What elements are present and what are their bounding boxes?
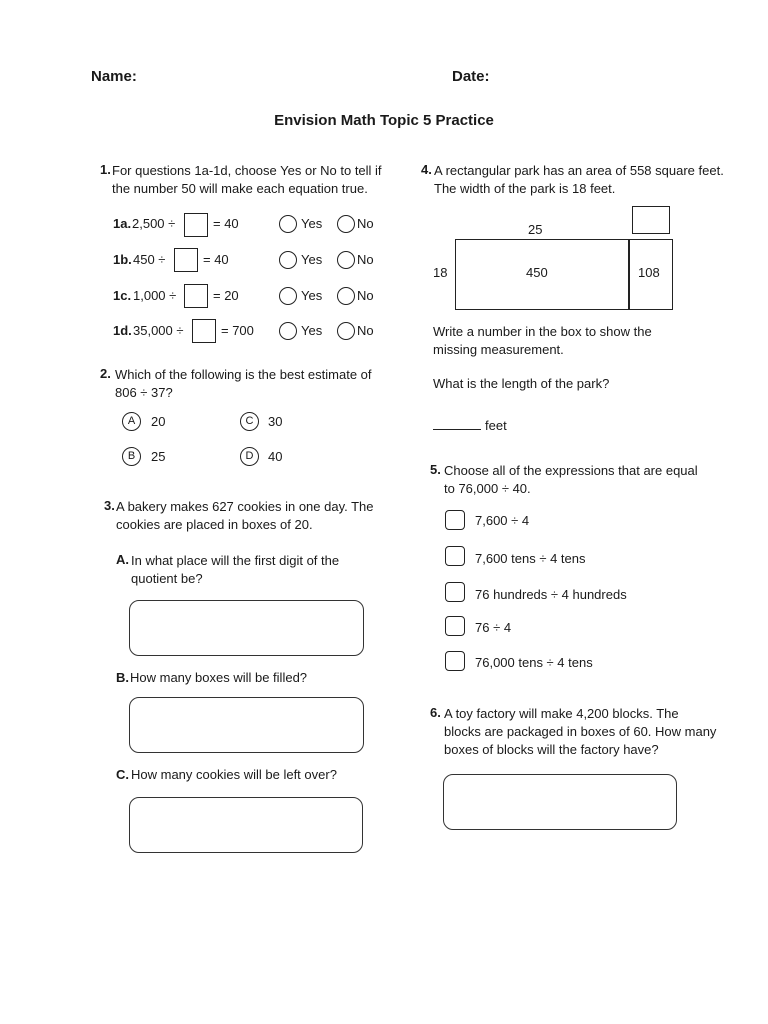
- q6-number: 6.: [430, 705, 441, 720]
- q1c-yes-radio[interactable]: [279, 287, 297, 305]
- q1a-yes-radio[interactable]: [279, 215, 297, 233]
- q4-prompt: A rectangular park has an area of 558 square feet. The width of the park is 18 feet.: [434, 163, 724, 196]
- q1d-left: 35,000 ÷: [133, 323, 184, 338]
- q1a-label: 1a.: [113, 216, 132, 231]
- q3c-answer-box[interactable]: [129, 797, 363, 853]
- q1c-yes-label: Yes: [301, 288, 323, 303]
- q1-prompt: For questions 1a-1d, choose Yes or No to tell if the number 50 will make each equation true.: [112, 163, 382, 196]
- q5-option-2-label: 7,600 tens ÷ 4 tens: [475, 551, 586, 566]
- park-side-label: 18: [433, 265, 448, 280]
- q5-option-5-checkbox[interactable]: [445, 651, 465, 671]
- park-top-label: 25: [528, 222, 543, 237]
- q3a-answer-box[interactable]: [129, 600, 364, 656]
- q6-answer-box[interactable]: [443, 774, 677, 830]
- park-right-area: 108: [638, 265, 660, 280]
- q3b-answer-box[interactable]: [129, 697, 364, 753]
- q2-option-c-value: 30: [268, 414, 283, 429]
- q1b-yes-radio[interactable]: [279, 251, 297, 269]
- q1-number: 1.: [100, 162, 111, 177]
- q1a-yes-label: Yes: [301, 216, 323, 231]
- q2-option-d-circle[interactable]: D: [240, 447, 259, 466]
- q1c-no-label: No: [357, 288, 374, 303]
- page-title: Envision Math Topic 5 Practice: [274, 112, 494, 129]
- q1c-no-radio[interactable]: [337, 287, 355, 305]
- q4-question: What is the length of the park?: [433, 376, 610, 391]
- q5-prompt: Choose all of the expressions that are equal to 76,000 ÷ 40.: [444, 463, 698, 496]
- q6-prompt: A toy factory will make 4,200 blocks. The blocks are packaged in boxes of 60. How many boxes of blocks will the factory have?: [444, 706, 717, 757]
- q5-option-2-checkbox[interactable]: [445, 546, 465, 566]
- q3c-label: C.: [116, 767, 129, 782]
- name-label: Name:: [91, 68, 137, 85]
- q1d-no-radio[interactable]: [337, 322, 355, 340]
- length-blank[interactable]: [433, 417, 481, 430]
- q3c-text: How many cookies will be left over?: [131, 767, 337, 782]
- q1b-no-label: No: [357, 252, 374, 267]
- park-left-area: 450: [526, 265, 548, 280]
- q1c-left: 1,000 ÷: [133, 288, 177, 303]
- q1a-no-radio[interactable]: [337, 215, 355, 233]
- q5-option-4-label: 76 ÷ 4: [475, 620, 512, 635]
- q1a-no-label: No: [357, 216, 374, 231]
- q5-option-1-label: 7,600 ÷ 4: [475, 513, 530, 528]
- q1b-yes-label: Yes: [301, 252, 323, 267]
- q1b-answer-box[interactable]: [174, 248, 198, 272]
- q3a-text: In what place will the first digit of the quotient be?: [131, 553, 340, 586]
- q1d-answer-box[interactable]: [192, 319, 216, 343]
- q1d-yes-radio[interactable]: [279, 322, 297, 340]
- q3b-label: B.: [116, 670, 129, 685]
- q5-option-3-checkbox[interactable]: [445, 582, 465, 602]
- q2-number: 2.: [100, 366, 111, 381]
- q5-option-3-label: 76 hundreds ÷ 4 hundreds: [475, 587, 627, 602]
- q2-option-a-circle[interactable]: A: [122, 412, 141, 431]
- q2-option-b-value: 25: [151, 449, 166, 464]
- q3a-label: A.: [116, 552, 129, 567]
- q4-number: 4.: [421, 162, 432, 177]
- q2-option-c-circle[interactable]: C: [240, 412, 259, 431]
- q1c-right: = 20: [213, 288, 239, 303]
- q3-prompt: A bakery makes 627 cookies in one day. The cookies are placed in boxes of 20.: [116, 499, 374, 532]
- q1d-no-label: No: [357, 323, 374, 338]
- q1d-label: 1d.: [113, 323, 132, 338]
- q1b-right: = 40: [203, 252, 229, 267]
- q5-number: 5.: [430, 462, 441, 477]
- q1d-yes-label: Yes: [301, 323, 323, 338]
- q2-option-d-value: 40: [268, 449, 283, 464]
- q1c-answer-box[interactable]: [184, 284, 208, 308]
- q1d-right: = 700: [221, 323, 254, 338]
- missing-measurement-box[interactable]: [632, 206, 670, 234]
- q1a-right: = 40: [213, 216, 239, 231]
- q4-answer-line[interactable]: [433, 417, 507, 433]
- date-label: Date:: [452, 68, 490, 85]
- q2-prompt: Which of the following is the best estimate of 806 ÷ 37?: [115, 367, 372, 400]
- q1c-label: 1c.: [113, 288, 132, 303]
- q1b-label: 1b.: [113, 252, 132, 267]
- q4-unit: feet: [485, 418, 507, 433]
- q1b-no-radio[interactable]: [337, 251, 355, 269]
- q1a-left: 2,500 ÷: [132, 216, 176, 231]
- q3b-text: How many boxes will be filled?: [130, 670, 308, 685]
- q5-option-5-label: 76,000 tens ÷ 4 tens: [475, 655, 593, 670]
- q5-option-1-checkbox[interactable]: [445, 510, 465, 530]
- q1b-left: 450 ÷: [133, 252, 166, 267]
- q2-option-a-value: 20: [151, 414, 166, 429]
- q1a-answer-box[interactable]: [184, 213, 208, 237]
- q3-number: 3.: [104, 498, 115, 513]
- q5-option-4-checkbox[interactable]: [445, 616, 465, 636]
- q2-option-b-circle[interactable]: B: [122, 447, 141, 466]
- q4-instruction: Write a number in the box to show the missing measurement.: [433, 324, 652, 357]
